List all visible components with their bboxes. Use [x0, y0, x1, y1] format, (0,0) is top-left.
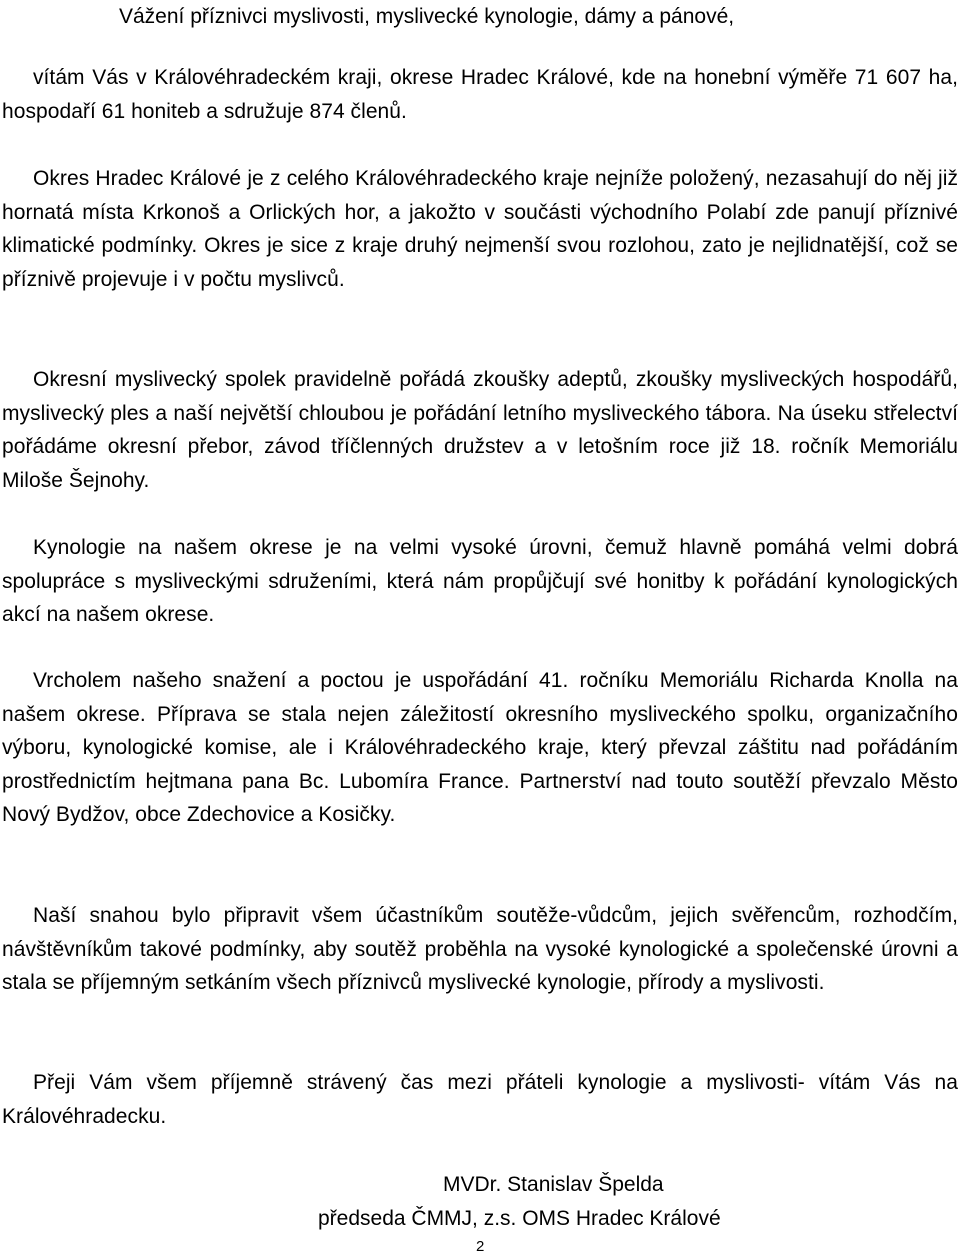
paragraph-memorial — [2, 664, 958, 832]
signature-name: MVDr. Stanislav Špelda — [443, 1173, 664, 1196]
signature-block — [318, 1168, 878, 1235]
paragraph-welcome — [2, 61, 958, 128]
page-number: 2 — [476, 1238, 485, 1255]
paragraph-text: Vrcholem našeho snažení a poctou je uspořádání 41. ročníku Memoriálu Richarda Knolla na našem okrese. Příprava se stala nejen záležitostí okresního mysliveckého spolku, organizačního výboru, kynologické komise, ale i Královéhradeckého kraje, který převzal záštitu nad pořádáním prostřednictím hejtmana pana Bc. Lubomíra France. Partnerství nad touto soutěží převzalo Město Nový Bydžov, obce Zdechovice a Kosičky. — [2, 669, 958, 826]
paragraph-closing-wish — [2, 1066, 958, 1133]
paragraph-text: Naší snahou bylo připravit všem účastníkům soutěže-vůdcům, jejich svěřencům, rozhodčím, návštěvníkům takové podmínky, aby soutěž proběhla na vysoké kynologické a společenské úrovni a stala se příjemným setkáním všech příznivců myslivecké kynologie, přírody a myslivosti. — [2, 904, 958, 994]
paragraph-district-description — [2, 162, 958, 296]
paragraph-text: Kynologie na našem okrese je na velmi vysoké úrovni, čemuž hlavně pomáhá velmi dobrá spolupráce s mysliveckými sdruženími, která nám propůjčují své honitby k pořádání kynologických akcí na našem okrese. — [2, 536, 958, 626]
paragraph-text: vítám Vás v Královéhradeckém kraji, okrese Hradec Králové, kde na honební výměře 71 607 ha, hospodaří 61 honiteb a sdružuje 874 členů. — [2, 66, 958, 123]
paragraph-goals — [2, 899, 958, 1000]
salutation: Vážení příznivci myslivosti, myslivecké kynologie, dámy a pánové, — [119, 5, 735, 28]
signature-title: předseda ČMMJ, z.s. OMS Hradec Králové — [318, 1206, 721, 1230]
paragraph-text: Okres Hradec Králové je z celého Královéhradeckého kraje nejníže položený, nezasahují do něj již hornatá místa Krkonoš a Orlických hor, a jakožto v součásti východního Polabí zde panují příznivé klimatické podmínky. Okres je sice z kraje druhý nejmenší svou rozlohou, zato je nejlidnatější, což se příznivě projevuje i v počtu myslivců. — [2, 167, 958, 291]
paragraph-cynology — [2, 531, 958, 632]
paragraph-text: Přeji Vám všem příjemně strávený čas mezi přáteli kynologie a myslivosti- vítám Vás na Královéhradecku. — [2, 1071, 958, 1128]
paragraph-text: Okresní myslivecký spolek pravidelně pořádá zkoušky adeptů, zkoušky mysliveckých hospodářů, myslivecký ples a naší největší chloubou je pořádání letního mysliveckého tábora. Na úseku střelectví pořádáme okresní přebor, závod tříčlenných družstev a v letošním roce již 18. ročník Memoriálu Miloše Šejnohy. — [2, 368, 958, 492]
paragraph-association-activities — [2, 363, 958, 497]
